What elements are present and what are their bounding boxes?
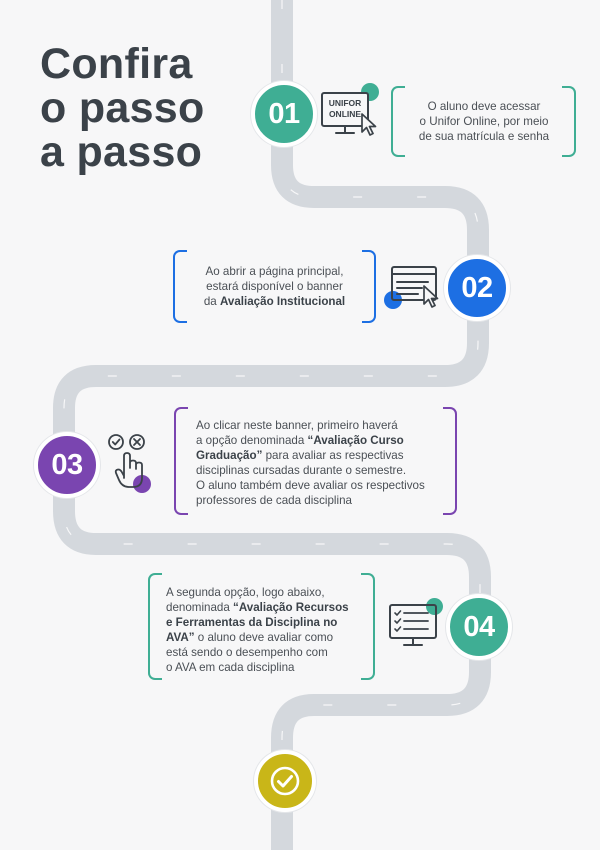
browser-window-cursor-icon [390,264,444,308]
step-number-badge: 01 [251,81,317,147]
step-number-badge: 02 [444,255,510,321]
text-bracket-left [148,573,162,680]
title-line-2: o passo [40,84,205,132]
hand-tap-choice-icon [106,432,156,496]
text-bracket-left [173,250,187,323]
unifor-online-monitor-icon [320,90,380,138]
step-04-text: A segunda opção, logo abaixo, denominada “Avaliação Recursos e Ferramentas da Disciplina no AVA” o aluno deve avaliar como está sendo o desempenho com o AVA em cada disciplina [166,586,349,674]
icon-text-unifor: UNIFOR [328,98,362,108]
text-bracket-right [361,573,375,680]
page-title [40,42,205,174]
step-01-text: O aluno deve acessar o Unifor Online, por meio de sua matrícula e senha [418,100,550,143]
icon-text-online: ONLINE [328,109,362,119]
step-number-badge: 04 [446,594,512,660]
checkmark-circle-icon [268,764,302,798]
title-line-3: a passo [40,128,203,176]
step-03-text: Ao clicar neste banner, primeiro haverá a opção denominada “Avaliação Curso Graduação” para avaliar as respectivas disciplinas cursadas durante o semestre. O aluno também deve avaliar os respectivos professores de cada disciplina [196,419,425,507]
step-02-text: Ao abrir a página principal, estará disponível o banner da Avaliação Institucional [203,265,346,308]
final-check-badge [254,750,316,812]
checklist-monitor-icon [388,602,440,650]
text-bracket-left [174,407,188,515]
step-number-badge: 03 [34,432,100,498]
text-bracket-right [362,250,376,323]
title-line-1: Confira [40,40,193,88]
